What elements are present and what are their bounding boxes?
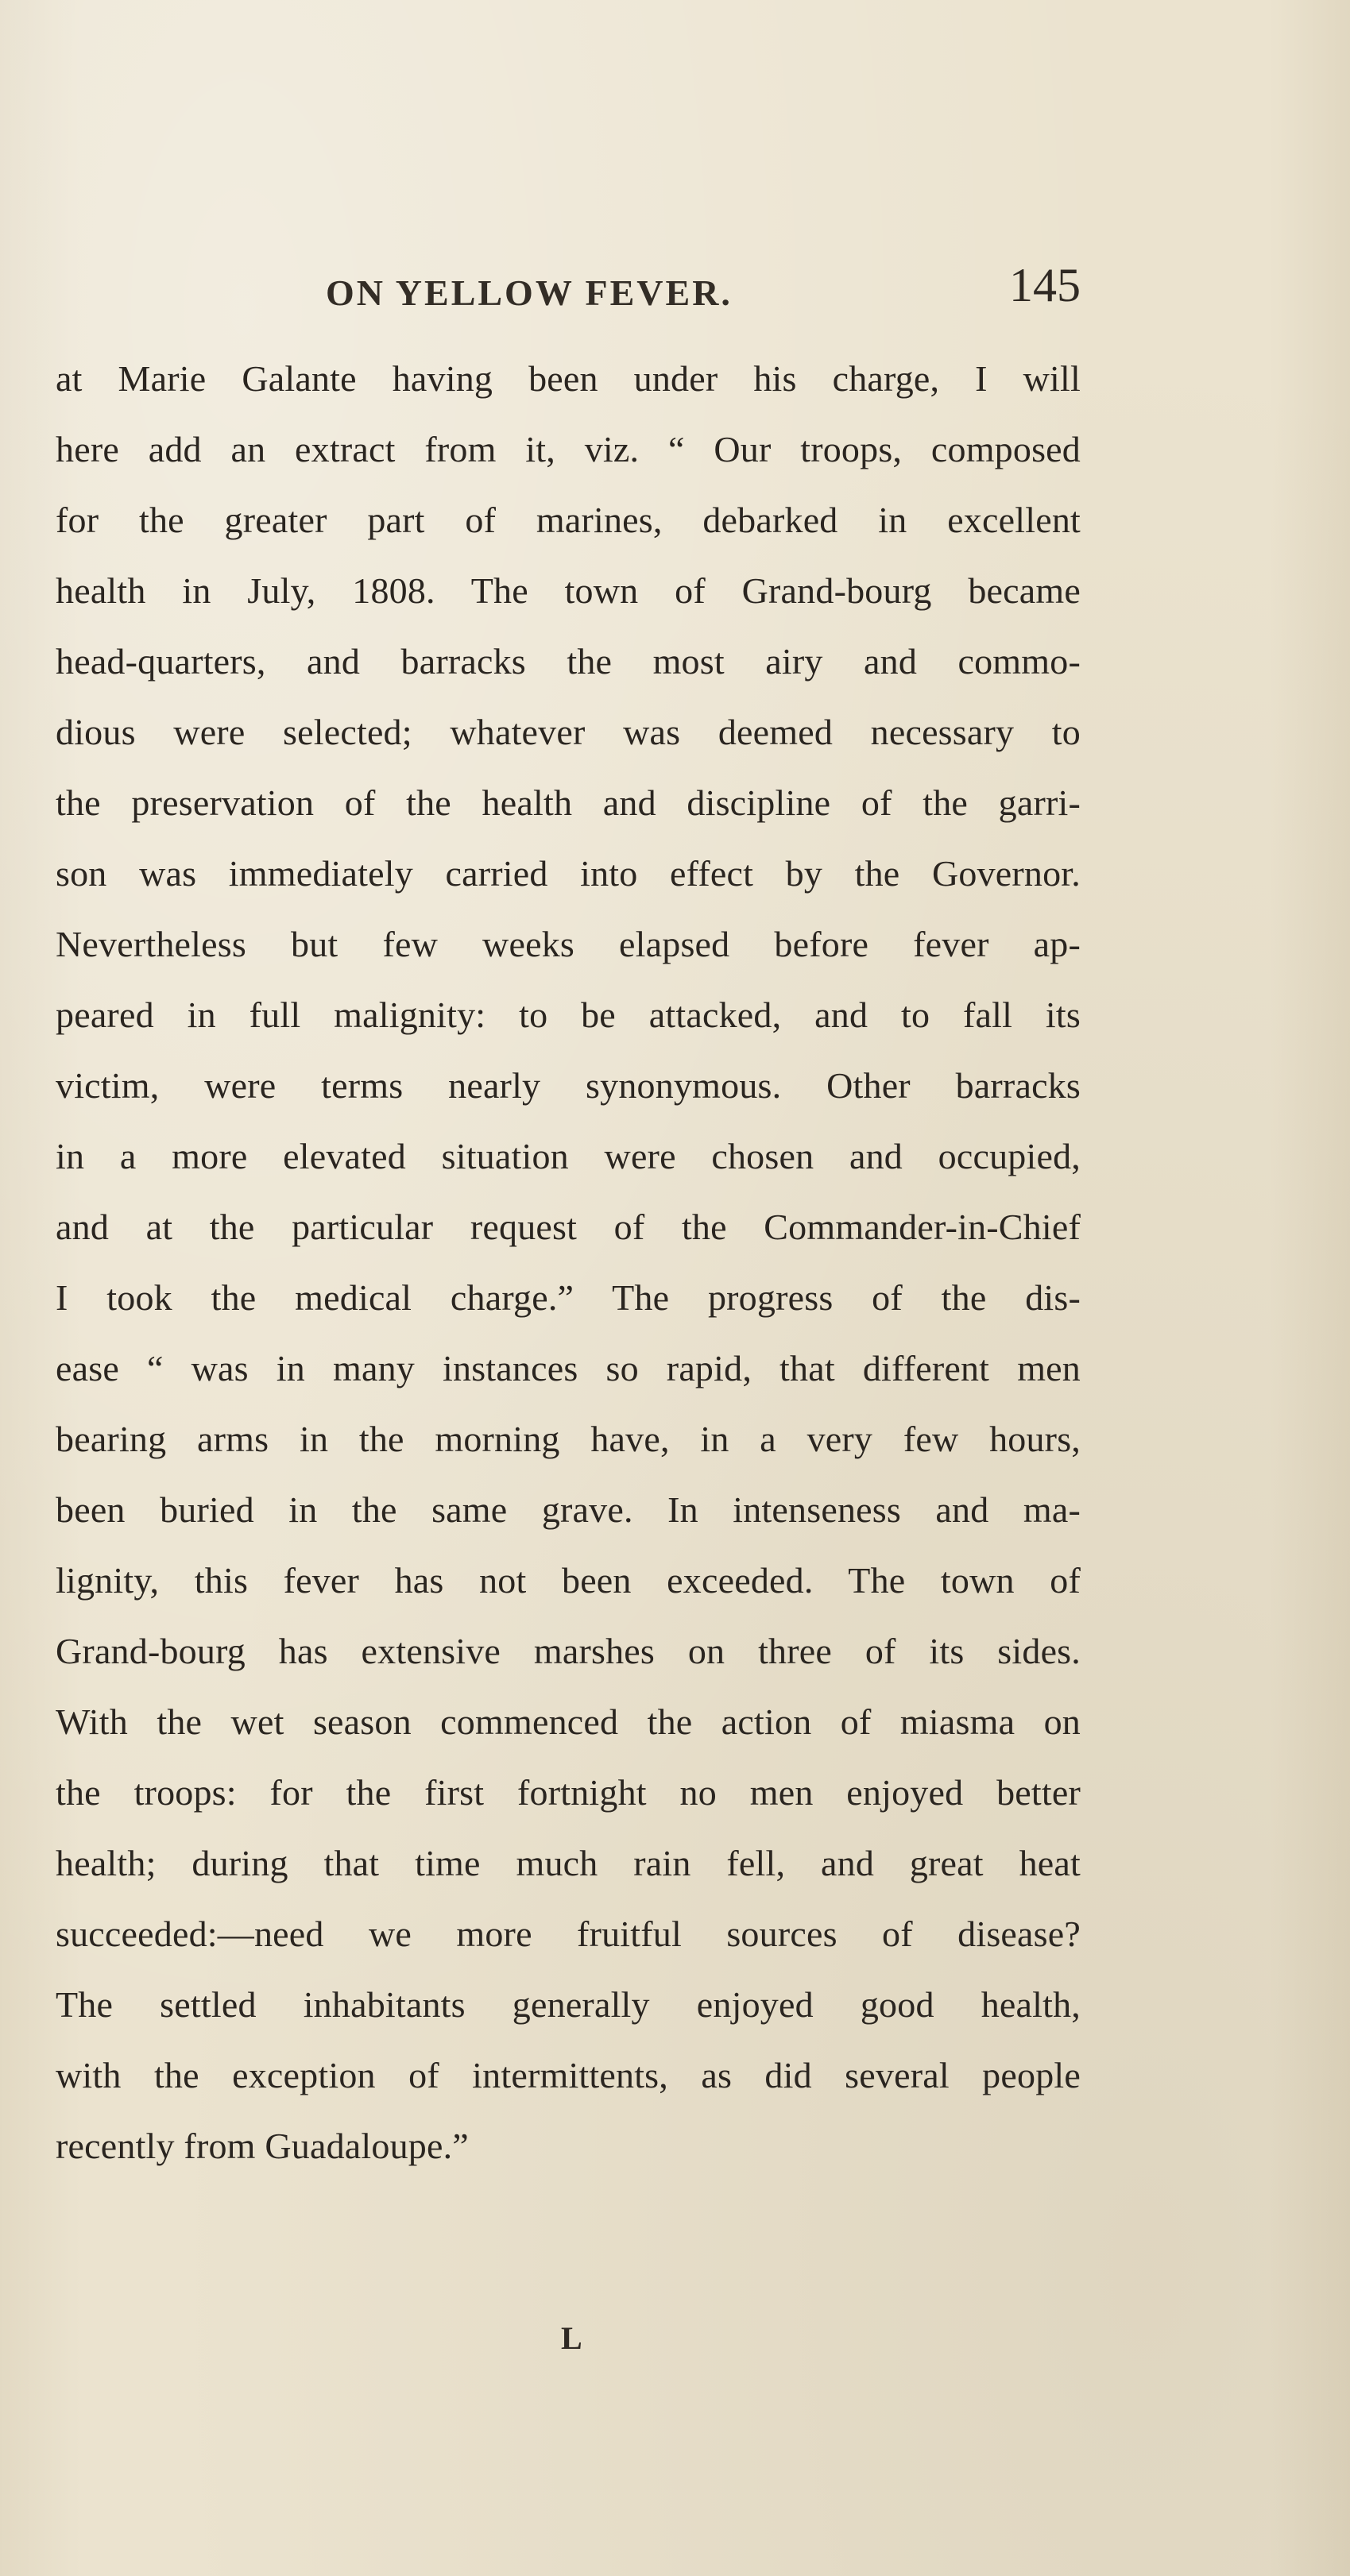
text-line: ease “ was in many instances so rapid, that different men <box>56 1348 1081 1388</box>
text-line: head-quarters, and barracks the most airy and commo- <box>56 641 1081 682</box>
text-line: the troops: for the first fortnight no men enjoyed better <box>56 1772 1081 1813</box>
text-line: succeeded:—need we more fruitful sources of disease? <box>56 1914 1081 1954</box>
text-line: in a more elevated situation were chosen and occupied, <box>56 1136 1081 1176</box>
text-line: Nevertheless but few weeks elapsed before fever ap- <box>56 924 1081 964</box>
text-line: the preservation of the health and discipline of the garri- <box>56 782 1081 823</box>
body-text <box>56 343 1081 2181</box>
running-title: ON YELLOW FEVER. <box>326 272 733 313</box>
text-line: With the wet season commenced the action of miasma on <box>56 1701 1081 1742</box>
text-line: I took the medical charge.” The progress of the dis- <box>56 1277 1081 1318</box>
text-line: bearing arms in the morning have, in a very few hours, <box>56 1419 1081 1459</box>
text-line: lignity, this fever has not been exceeded. The town of <box>56 1560 1081 1601</box>
text-line: been buried in the same grave. In intenseness and ma- <box>56 1489 1081 1530</box>
page-number: 145 <box>1009 259 1081 311</box>
text-line: peared in full malignity: to be attacked, and to fall its <box>56 994 1081 1035</box>
text-line: for the greater part of marines, debarked in excellent <box>56 500 1081 540</box>
text-line: Grand-bourg has extensive marshes on three of its sides. <box>56 1631 1081 1671</box>
text-line: at Marie Galante having been under his charge, I will <box>56 358 1081 399</box>
text-line: here add an extract from it, viz. “ Our troops, composed <box>56 429 1081 469</box>
text-line: The settled inhabitants generally enjoyed good health, <box>56 1984 1081 2025</box>
text-line: victim, were terms nearly synonymous. Other barracks <box>56 1065 1081 1106</box>
signature-mark: L <box>561 2320 582 2356</box>
text-line: son was immediately carried into effect by the Governor. <box>56 853 1081 894</box>
running-head <box>56 254 1081 334</box>
text-line: health in July, 1808. The town of Grand-bourg became <box>56 570 1081 611</box>
text-line: with the exception of intermittents, as did several people <box>56 2055 1081 2095</box>
text-line: and at the particular request of the Commander-in-Chief <box>56 1207 1081 1247</box>
text-line: recently from Guadaloupe.” <box>56 2126 469 2166</box>
text-line: health; during that time much rain fell, and great heat <box>56 1843 1081 1883</box>
text-line: dious were selected; whatever was deemed necessary to <box>56 712 1081 752</box>
